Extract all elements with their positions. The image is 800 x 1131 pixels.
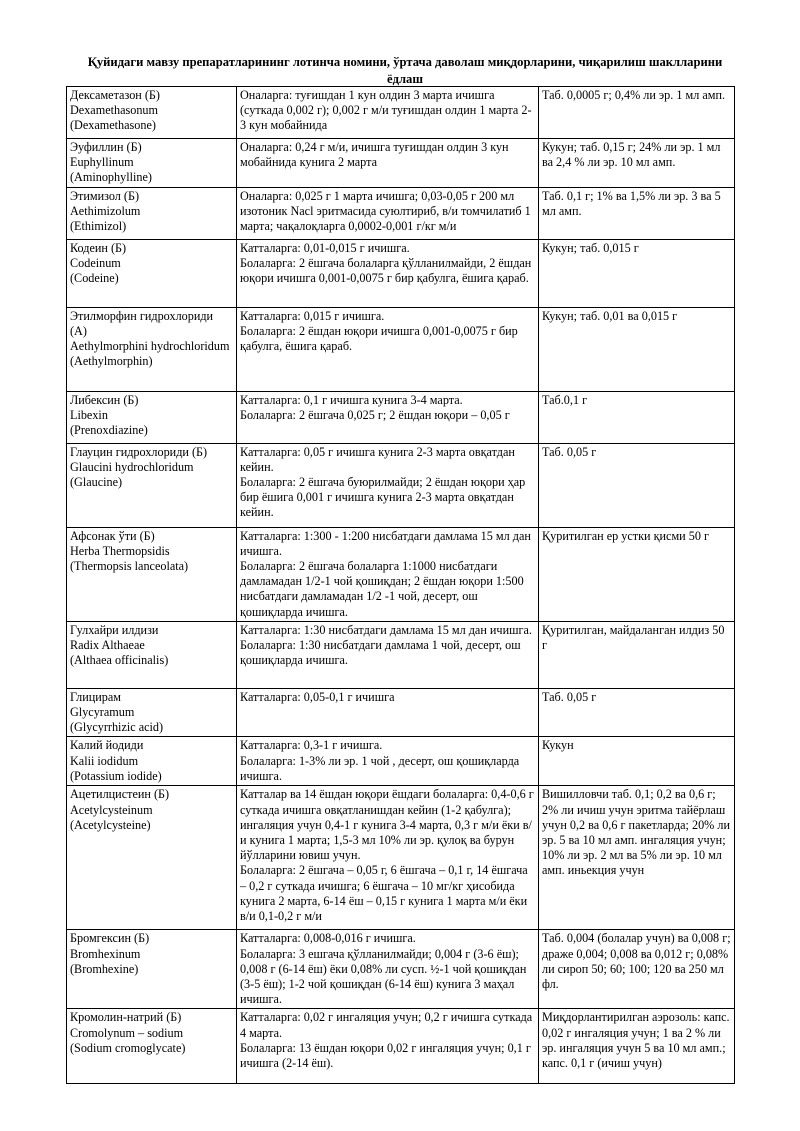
cell-text-line: Болаларга: 13 ёшдан юқори 0,02 г ингаляция учун; 0,1 г ичишга (2-14 ёш). xyxy=(240,1040,531,1071)
cell-text-line: Таб. 0,004 (болалар учун) ва 0,008 г; драже 0,004; 0,008 ва 0,012 г; 0,08% ли сироп 50; 60; 100; 120 ва 250 мл фл. xyxy=(542,931,731,992)
cell-text-line: Катталарга: 0,008-0,016 г ичишга. xyxy=(240,931,416,946)
drug-name-cell xyxy=(67,1009,237,1084)
cell-text-line: Glaucini hydrochloridum xyxy=(70,459,194,474)
drug-name-cell xyxy=(67,187,237,239)
table-row xyxy=(67,391,735,443)
cell-text-line: Кукун; таб. 0,01 ва 0,015 г xyxy=(542,308,678,323)
dosage-cell xyxy=(237,1009,539,1084)
cell-text-line: Aethylmorphini hydrochloridum xyxy=(70,339,230,354)
cell-text-line: Бромгексин (Б) xyxy=(70,931,150,946)
cell-text-line: Cromolynum – sodium xyxy=(70,1025,184,1040)
cell-text-line: Radix Althaeae xyxy=(70,638,145,653)
dosage-cell xyxy=(237,786,539,930)
cell-text-line: Катталарга: 1:300 - 1:200 нисбатдаги дамлама 15 мл дан ичишга. xyxy=(240,528,531,558)
drug-name-cell xyxy=(67,87,237,139)
cell-text-line: Болаларга: 2 ёшгача болаларга қўлланилмайди, 2 ёшдан юқори ичишга 0,001-0,0075 г бир қабулга, ёшига қараб. xyxy=(240,255,532,286)
drug-name-cell xyxy=(67,239,237,307)
drug-table xyxy=(66,86,735,1084)
release-form-cell xyxy=(539,239,735,307)
release-form-cell xyxy=(539,737,735,786)
dosage-cell xyxy=(237,239,539,307)
cell-text-line: Кукун; таб. 0,15 г; 24% ли эр. 1 мл ва 2,4 % ли эр. 10 мл амп. xyxy=(542,140,721,170)
dosage-cell xyxy=(237,443,539,527)
cell-text-line: Катталарга: 0,05-0,1 г ичишга xyxy=(240,689,395,704)
cell-text-line: Болаларга: 2 ёшгача 0,025 г; 2 ёшдан юқори – 0,05 г xyxy=(240,407,510,422)
release-form-cell xyxy=(539,391,735,443)
dosage-cell xyxy=(237,391,539,443)
release-form-cell xyxy=(539,307,735,391)
cell-text-line: Болаларга: 3 ешгача қўлланилмайди; 0,004 г (3-6 ёш); 0,008 г (6-14 ёш) ёки 0,08% ли сусп. ½-1 чой қошиқдан (3-5 ёш); 1-2 чой қошиқдан (6-14 ёш) кунига 3 маҳал ичишга. xyxy=(240,946,527,1007)
cell-text-line: Вишилловчи таб. 0,1; 0,2 ва 0,6 г; 2% ли ичиш учун эритма тайёрлаш учун 0,2 ва 0,6 г пакетларда; 20% ли эр. 5 ва 10 мл амп. ингаляция учун; 10% ли эр. 2 мл ва 5% ли эр. 10 мл амп. иньекция учун xyxy=(542,787,730,878)
cell-text-line: Катталарга: 0,05 г ичишга кунига 2-3 марта овқатдан кейин. xyxy=(240,444,515,474)
table-row xyxy=(67,139,735,188)
drug-name-cell xyxy=(67,527,237,621)
cell-text-line: Қуритилган ер устки қисми 50 г xyxy=(542,528,709,543)
cell-text-line: Болаларга: 2 ёшгача – 0,05 г, 6 ёшгача – 0,1 г, 14 ёшгача – 0,2 г суткада ичишга; 6 ёшгача – 10 мг/кг ҳисобида кунига 2 марта, 6-14 ёш – 0,15 г кунига 1 марта м/и ёки в/и 0,1-0,2 г м/и xyxy=(240,863,528,924)
cell-text-line: Dexamethasonum xyxy=(70,103,158,118)
table-row xyxy=(67,527,735,621)
cell-text-line: Катталарга: 0,015 г ичишга. xyxy=(240,308,385,323)
dosage-cell xyxy=(237,688,539,737)
cell-text-line: Таб.0,1 г xyxy=(542,392,588,407)
table-row xyxy=(67,187,735,239)
cell-text-line: Катталарга: 0,3-1 г ичишга. xyxy=(240,738,383,753)
cell-text-line: Таб. 0,0005 г; 0,4% ли эр. 1 мл амп. xyxy=(542,88,726,102)
table-row xyxy=(67,1009,735,1084)
cell-text-line: Қуритилган, майдаланган илдиз 50 г xyxy=(542,622,725,653)
cell-text-line: Этимизол (Б) xyxy=(70,188,140,203)
drug-name-cell xyxy=(67,307,237,391)
release-form-cell xyxy=(539,1009,735,1084)
cell-text-line: Афсонак ўти (Б) xyxy=(70,528,155,543)
cell-text-line: Миқдорлантирилган аэрозоль: капс. 0,02 г ингаляция учун; 1 ва 2 % ли эр. ингаляция учун 5 ва 10 мл амп.; капс. 0,1 г (ичиш учун) xyxy=(542,1010,730,1071)
cell-text-line: Таб. 0,1 г; 1% ва 1,5% ли эр. 3 ва 5 мл амп. xyxy=(542,188,721,218)
release-form-cell xyxy=(539,786,735,930)
table-row xyxy=(67,307,735,391)
cell-text-line: Болаларга: 2 ёшгача буюрилмайди; 2 ёшдан юқори ҳар бир ёшига 0,001 г ичишга кунига 2-3 марта овқатдан кейин. xyxy=(240,475,526,520)
cell-text-line: Гулхайри илдизи xyxy=(70,622,159,637)
drug-name-cell xyxy=(67,443,237,527)
dosage-cell xyxy=(237,527,539,621)
table-row xyxy=(67,786,735,930)
cell-text-line: Таб. 0,05 г xyxy=(542,689,597,704)
table-row xyxy=(67,621,735,688)
release-form-cell xyxy=(539,187,735,239)
drug-name-cell xyxy=(67,621,237,688)
cell-text-line: Глауцин гидрохлориди (Б) xyxy=(70,444,208,459)
cell-text-line: Aethimizolum xyxy=(70,203,141,218)
release-form-cell xyxy=(539,621,735,688)
table-row xyxy=(67,737,735,786)
cell-text-line: Катталарга: 0,02 г ингаляция учун; 0,2 г ичишга суткада 4 марта. xyxy=(240,1010,533,1040)
table-row xyxy=(67,87,735,139)
cell-text-line: (Aminophylline) xyxy=(70,170,152,185)
cell-text-line: Катталарга: 0,1 г ичишга кунига 3-4 марта. xyxy=(240,392,463,407)
cell-text-line: (Glaucine) xyxy=(70,475,123,490)
release-form-cell xyxy=(539,688,735,737)
cell-text-line: Либексин (Б) xyxy=(70,392,139,407)
cell-text-line: Болаларга: 1:30 нисбатдаги дамлама 1 чой, десерт, ош қошиқларда ичишга. xyxy=(240,638,521,668)
dosage-cell xyxy=(237,187,539,239)
cell-text-line: Bromhexinum xyxy=(70,946,141,961)
cell-text-line: Болаларга: 2 ёшгача болаларга 1:1000 нисбатдаги дамламадан 1/2-1 чой қошиқдан; 2 ёшдан юқори 1:500 нисбатдаги дамламадан 1/2 -1 чой, десерт, ош қошиқларда ичишга. xyxy=(240,559,524,619)
cell-text-line: Оналарга: 0,025 г 1 марта ичишга; 0,03-0,05 г 200 мл изотоник Nacl эритмасида суюлтириб, в/и томчилатиб 1 марта; чақалоқларга 0,0002-0,001 г/кг м/и xyxy=(240,188,531,234)
cell-text-line: (Prenoxdiazine) xyxy=(70,423,148,438)
table-row xyxy=(67,930,735,1009)
cell-text-line: (Thermopsis lanceolata) xyxy=(70,559,189,574)
cell-text-line: Glycyramum xyxy=(70,705,135,720)
release-form-cell xyxy=(539,527,735,621)
cell-text-line: Глицирам xyxy=(70,689,121,704)
cell-text-line: Оналарга: 0,24 г м/и, ичишга туғишдан олдин 3 кун мобайнида кунига 2 марта xyxy=(240,140,509,170)
cell-text-line: Codeinum xyxy=(70,255,121,270)
page-title: Қуйидаги мавзу препаратларининг лотинча номини, ўртача даволаш миқдорларини, чиқарилиш шаклларини ёдлаш xyxy=(87,55,723,86)
drug-name-cell xyxy=(67,688,237,737)
cell-text-line: Эуфиллин (Б) xyxy=(70,140,142,154)
cell-text-line: Кромолин-натрий (Б) xyxy=(70,1010,182,1025)
cell-text-line: Оналарга: туғишдан 1 кун олдин 3 марта ичишга (суткада 0,002 г); 0,002 г м/и туғишдан олдин 1 марта 2-3 кун мобайнида xyxy=(240,88,532,133)
cell-text-line: Herba Thermopsidis xyxy=(70,543,170,558)
dosage-cell xyxy=(237,737,539,786)
dosage-cell xyxy=(237,930,539,1009)
dosage-cell xyxy=(237,139,539,188)
cell-text-line: (Althaea officinalis) xyxy=(70,653,169,668)
drug-name-cell xyxy=(67,391,237,443)
release-form-cell xyxy=(539,443,735,527)
dosage-cell xyxy=(237,621,539,688)
cell-text-line: Acetylcysteinum xyxy=(70,802,153,817)
table-row xyxy=(67,688,735,737)
cell-text-line: (Acetylcysteine) xyxy=(70,817,151,832)
cell-text-line: Ацетилцистеин (Б) xyxy=(70,787,170,802)
cell-text-line: Болаларга: 2 ёшдан юқори ичишга 0,001-0,0075 г бир қабулга, ёшига қараб. xyxy=(240,323,518,354)
cell-text-line: Кодеин (Б) xyxy=(70,240,127,255)
cell-text-line: Кукун; таб. 0,015 г xyxy=(542,240,639,255)
cell-text-line: Таб. 0,05 г xyxy=(542,444,597,459)
cell-text-line: Болаларга: 1-3% ли эр. 1 чой , десерт, ош қошиқларда ичишга. xyxy=(240,753,520,783)
cell-text-line: (Ethimizol) xyxy=(70,219,127,234)
dosage-cell xyxy=(237,307,539,391)
cell-text-line: (Glycyrrhizic acid) xyxy=(70,720,164,735)
cell-text-line: Этилморфин гидрохлориди (А) xyxy=(70,308,214,338)
cell-text-line: (Aethylmorphin) xyxy=(70,354,153,369)
drug-name-cell xyxy=(67,786,237,930)
release-form-cell xyxy=(539,930,735,1009)
cell-text-line: Kalii iodidum xyxy=(70,753,139,768)
cell-text-line: Кукун xyxy=(542,738,574,753)
cell-text-line: (Potassium iodide) xyxy=(70,768,162,783)
cell-text-line: (Dexamethasone) xyxy=(70,118,156,133)
dosage-cell xyxy=(237,87,539,139)
cell-text-line: (Codeine) xyxy=(70,271,119,286)
table-row xyxy=(67,443,735,527)
cell-text-line: (Sodium cromoglycate) xyxy=(70,1040,186,1055)
cell-text-line: Дексаметазон (Б) xyxy=(70,88,160,102)
cell-text-line: Euphyllinum xyxy=(70,155,134,170)
cell-text-line: Катталарга: 1:30 нисбатдаги дамлама 15 мл дан ичишга. xyxy=(240,622,532,637)
drug-name-cell xyxy=(67,930,237,1009)
cell-text-line: Катталарга: 0,01-0,015 г ичишга. xyxy=(240,240,410,255)
cell-text-line: (Bromhexine) xyxy=(70,961,139,976)
release-form-cell xyxy=(539,139,735,188)
table-row xyxy=(67,239,735,307)
cell-text-line: Libexin xyxy=(70,407,108,422)
cell-text-line: Катталар ва 14 ёшдан юқори ёшдаги болаларга: 0,4-0,6 г суткада ичишга овқатланишдан кейин (1-2 қабулга); ингаляция учун 0,4-1 г кунига 3-4 марта, 0,3 г м/и ёки в/и кунига 1 марта; 1,5-3 мл 10% ли эр. қулоқ ва бурун йўлларини ювиш учун. xyxy=(240,787,534,863)
release-form-cell xyxy=(539,87,735,139)
cell-text-line: Калий йодиди xyxy=(70,738,144,753)
drug-name-cell xyxy=(67,139,237,188)
drug-name-cell xyxy=(67,737,237,786)
